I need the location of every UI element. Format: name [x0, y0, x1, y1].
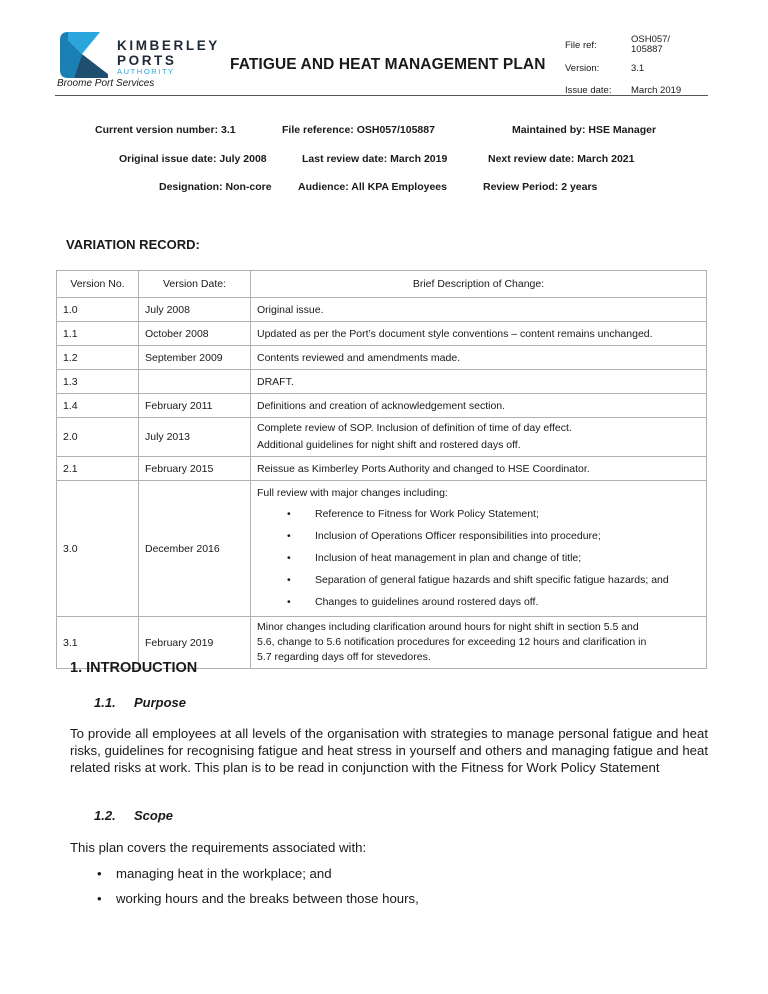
version-cell: 3.1 — [57, 617, 139, 669]
kpa-logo-icon — [60, 32, 108, 78]
version-cell: 2.0 — [57, 418, 139, 457]
purpose-paragraph: To provide all employees at all levels of the organisation with strategies to manage personal fatigue and heat risks, guidelines for recognising fatigue and heat stress in yourself and others and managing fatigue and heat related risks at work. This plan is to be read in conjunction with the Fitness for Work Policy Statement — [70, 726, 708, 775]
change-list-item: • Separation of general fatigue hazards and shift specific fatigue hazards; and — [287, 569, 700, 591]
subsection-heading-purpose — [94, 695, 186, 710]
subsection-title: Scope — [134, 808, 174, 823]
table-row — [57, 418, 707, 457]
scope-item-text: managing heat in the workplace; and — [116, 866, 332, 881]
variation-record-heading: VARIATION RECORD: — [66, 237, 200, 252]
next-review-date: Next review date: March 2021 — [488, 153, 635, 165]
brand-line-ports: PORTS — [117, 52, 177, 68]
scope-item-text: working hours and the breaks between those hours, — [116, 891, 419, 906]
page-header — [0, 0, 768, 100]
table-header-row — [57, 271, 707, 298]
header-subtitle: Broome Port Services — [57, 78, 155, 89]
brand-line-kimberley: KIMBERLEY — [117, 38, 220, 53]
audience: Audience: All KPA Employees — [298, 181, 447, 193]
description-cell: Contents reviewed and amendments made. — [251, 346, 707, 370]
date-cell: July 2013 — [139, 418, 251, 457]
bullet-icon: • — [97, 891, 102, 906]
description-cell: Reissue as Kimberley Ports Authority and changed to HSE Coordinator. — [251, 457, 707, 481]
scope-list-item — [97, 891, 419, 906]
description-line: Additional guidelines for night shift and rostered days off. — [257, 439, 521, 451]
description-intro: Full review with major changes including: — [257, 487, 448, 499]
version-cell: 1.1 — [57, 322, 139, 346]
column-header: Version Date: — [139, 271, 251, 298]
subsection-number: 1.1. — [94, 695, 116, 710]
change-list-item: • Inclusion of Operations Officer responsibilities into procedure; — [287, 525, 700, 547]
maintained-by: Maintained by: HSE Manager — [512, 124, 657, 136]
current-version: Current version number: 3.1 — [95, 124, 236, 136]
section-heading-introduction: 1. INTRODUCTION — [70, 660, 198, 676]
file-ref-value-line1: OSH057/ — [631, 34, 671, 45]
table-row — [57, 394, 707, 418]
file-ref-label: File ref: — [565, 39, 597, 51]
document-title: FATIGUE AND HEAT MANAGEMENT PLAN — [230, 56, 546, 73]
change-list — [257, 503, 700, 613]
table-row — [57, 346, 707, 370]
table-row — [57, 481, 707, 617]
review-period: Review Period: 2 years — [483, 181, 598, 193]
document-meta — [565, 33, 681, 101]
version-cell: 3.0 — [57, 481, 139, 617]
change-list-item: • Inclusion of heat management in plan and change of title; — [287, 547, 700, 569]
table-row — [57, 298, 707, 322]
file-reference: File reference: OSH057/105887 — [282, 124, 435, 136]
original-issue-date: Original issue date: July 2008 — [119, 153, 267, 165]
subsection-number: 1.2. — [94, 808, 116, 823]
description-line: Minor changes including clarification around hours for night shift in section 5.5 and — [257, 621, 639, 633]
date-cell: October 2008 — [139, 322, 251, 346]
description-cell: DRAFT. — [251, 370, 707, 394]
date-cell: February 2019 — [139, 617, 251, 669]
date-cell: December 2016 — [139, 481, 251, 617]
description-cell — [251, 418, 707, 457]
date-cell: September 2009 — [139, 346, 251, 370]
description-line: 5.7 regarding days off for stevedores. — [257, 651, 431, 663]
description-cell — [251, 617, 707, 669]
change-list-item: • Reference to Fitness for Work Policy Statement; — [287, 503, 700, 525]
subsection-heading-scope — [94, 808, 173, 823]
table-row — [57, 457, 707, 481]
last-review-date: Last review date: March 2019 — [302, 153, 448, 165]
issue-date-label: Issue date: — [565, 84, 612, 96]
subsection-title: Purpose — [134, 695, 187, 710]
description-cell: Updated as per the Port’s document style conventions – content remains unchanged. — [251, 322, 707, 346]
variation-record-table — [56, 270, 707, 669]
date-cell — [139, 370, 251, 394]
description-cell: Definitions and creation of acknowledgement section. — [251, 394, 707, 418]
version-cell: 1.4 — [57, 394, 139, 418]
description-cell — [251, 481, 707, 617]
file-ref-value — [631, 35, 670, 55]
file-ref-value-line2: 105887 — [631, 44, 663, 55]
description-line: Complete review of SOP. Inclusion of definition of time of day effect. — [257, 422, 572, 434]
version-cell: 1.2 — [57, 346, 139, 370]
table-row — [57, 322, 707, 346]
scope-list-item — [97, 866, 332, 881]
bullet-icon: • — [97, 866, 102, 881]
description-line: 5.6, change to 5.6 notification procedures for exceeding 12 hours and clarification in — [257, 636, 647, 648]
date-cell: July 2008 — [139, 298, 251, 322]
header-divider — [55, 95, 708, 96]
column-header: Brief Description of Change: — [251, 271, 707, 298]
version-value: 3.1 — [631, 62, 645, 74]
column-header: Version No. — [57, 271, 139, 298]
designation: Designation: Non-core — [159, 181, 272, 193]
date-cell: February 2011 — [139, 394, 251, 418]
version-cell: 1.0 — [57, 298, 139, 322]
version-cell: 2.1 — [57, 457, 139, 481]
issue-date-value: March 2019 — [631, 84, 682, 96]
table-row — [57, 370, 707, 394]
version-cell: 1.3 — [57, 370, 139, 394]
version-label: Version: — [565, 62, 600, 74]
change-list-item: • Changes to guidelines around rostered days off. — [287, 591, 700, 613]
brand-wordmark — [117, 39, 220, 76]
brand-line-authority: AUTHORITY — [117, 67, 175, 76]
scope-paragraph: This plan covers the requirements associated with: — [70, 840, 367, 855]
description-cell: Original issue. — [251, 298, 707, 322]
date-cell: February 2015 — [139, 457, 251, 481]
